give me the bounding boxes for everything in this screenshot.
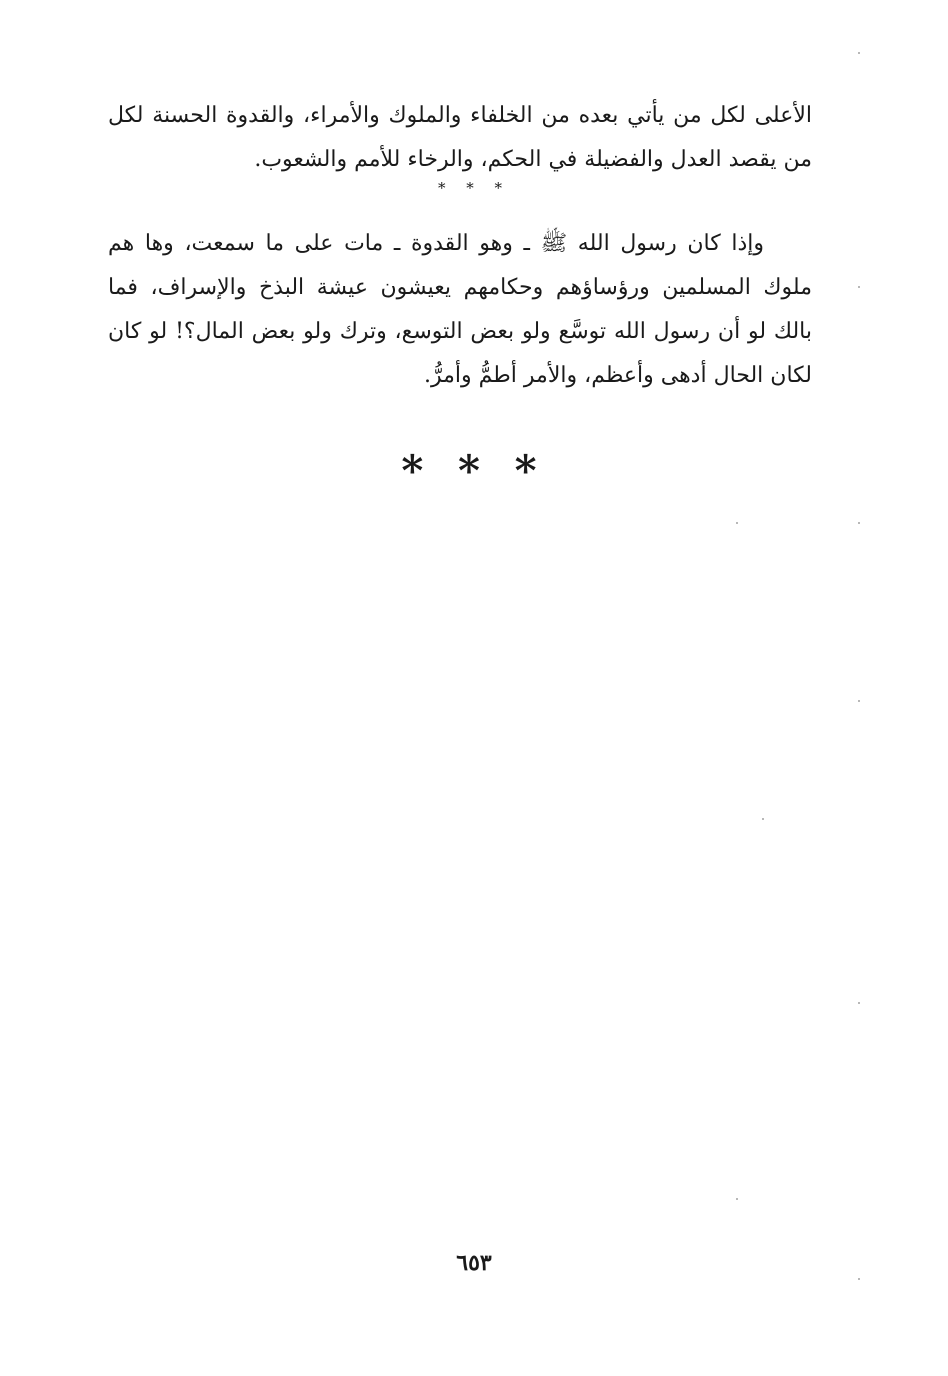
scan-speck — [858, 1278, 860, 1280]
page-number: ٦٥٣ — [456, 1250, 492, 1276]
paragraph-2-text: وإذا كان رسول الله ﷺ ـ وهو القدوة ـ مات على ما سمعت، وها هم ملوك المسلمين ورؤساؤهم وحكامهم يعيشون عيشة البذخ والإسراف، فما بالك لو أن رسول الله توسَّع ولو بعض التوسع، وترك ولو بعض المال؟! لو كان لكان الحال أدهى وأعظم، والأمر أطمُّ وأمرُّ. — [108, 231, 812, 388]
section-separator-small: * * * — [437, 179, 511, 197]
scan-speck — [858, 286, 860, 288]
section-separator-large: * * * — [401, 446, 547, 495]
scan-speck — [858, 52, 860, 54]
scan-speck — [762, 818, 764, 820]
scan-speck — [858, 1002, 860, 1004]
paragraph-1: الأعلى لكل من يأتي بعده من الخلفاء والملوك والأمراء، والقدوة الحسنة لكل من يقصد العدل والفضيلة في الحكم، والرخاء للأمم والشعوب. — [108, 103, 812, 172]
scan-speck — [858, 700, 860, 702]
scan-speck — [858, 522, 860, 524]
paragraph-2 — [108, 222, 812, 398]
scan-speck — [736, 1198, 738, 1200]
scan-speck — [736, 522, 738, 524]
